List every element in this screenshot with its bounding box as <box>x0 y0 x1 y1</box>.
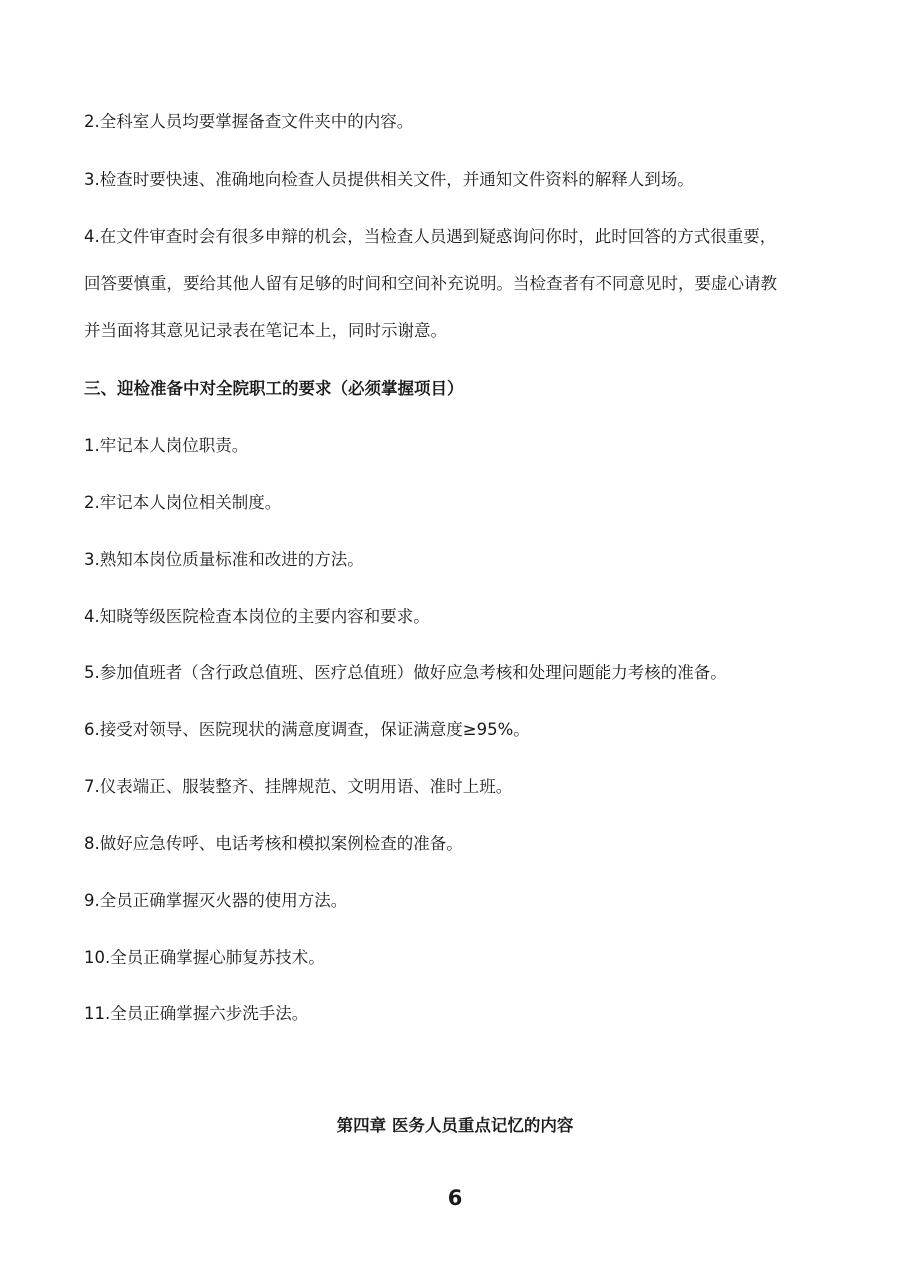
section-three-item: 4.知晓等级医院检查本岗位的主要内容和要求。 <box>84 607 430 626</box>
section-three-item: 10.全员正确掌握心肺复苏技术。 <box>84 948 325 967</box>
section-three-item: 8.做好应急传呼、电话考核和模拟案例检查的准备。 <box>84 834 463 853</box>
page-number: 6 <box>447 1186 463 1210</box>
section-two-item-4-line-1: 4.在文件审查时会有很多申辩的机会，当检查人员遇到疑惑询问你时，此时回答的方式很重要， <box>84 227 777 246</box>
section-three-item: 1.牢记本人岗位职责。 <box>84 436 249 455</box>
section-three-item: 7.仪表端正、服装整齐、挂牌规范、文明用语、准时上班。 <box>84 777 513 796</box>
section-three-item: 9.全员正确掌握灭火器的使用方法。 <box>84 891 348 910</box>
section-two-item-4-line-2: 回答要慎重，要给其他人留有足够的时间和空间补充说明。当检查者有不同意见时，要虚心请教 <box>84 274 777 293</box>
section-three-item: 2.牢记本人岗位相关制度。 <box>84 493 282 512</box>
section-two-item-4-line-3: 并当面将其意见记录表在笔记本上，同时示谢意。 <box>84 321 447 340</box>
section-three-item: 6.接受对领导、医院现状的满意度调查，保证满意度≥95%。 <box>84 720 530 739</box>
section-two-item-3: 3.检查时要快速、准确地向检查人员提供相关文件，并通知文件资料的解释人到场。 <box>84 170 694 189</box>
section-two-item-2: 2.全科室人员均要掌握备查文件夹中的内容。 <box>84 112 414 131</box>
section-three-heading: 三、迎检准备中对全院职工的要求（必须掌握项目） <box>84 379 464 398</box>
section-three-item: 5.参加值班者（含行政总值班、医疗总值班）做好应急考核和处理问题能力考核的准备。 <box>84 663 727 682</box>
chapter-four-title: 第四章 医务人员重点记忆的内容 <box>336 1116 574 1135</box>
section-three-item: 11.全员正确掌握六步洗手法。 <box>84 1004 309 1023</box>
section-three-item: 3.熟知本岗位质量标准和改进的方法。 <box>84 550 364 569</box>
